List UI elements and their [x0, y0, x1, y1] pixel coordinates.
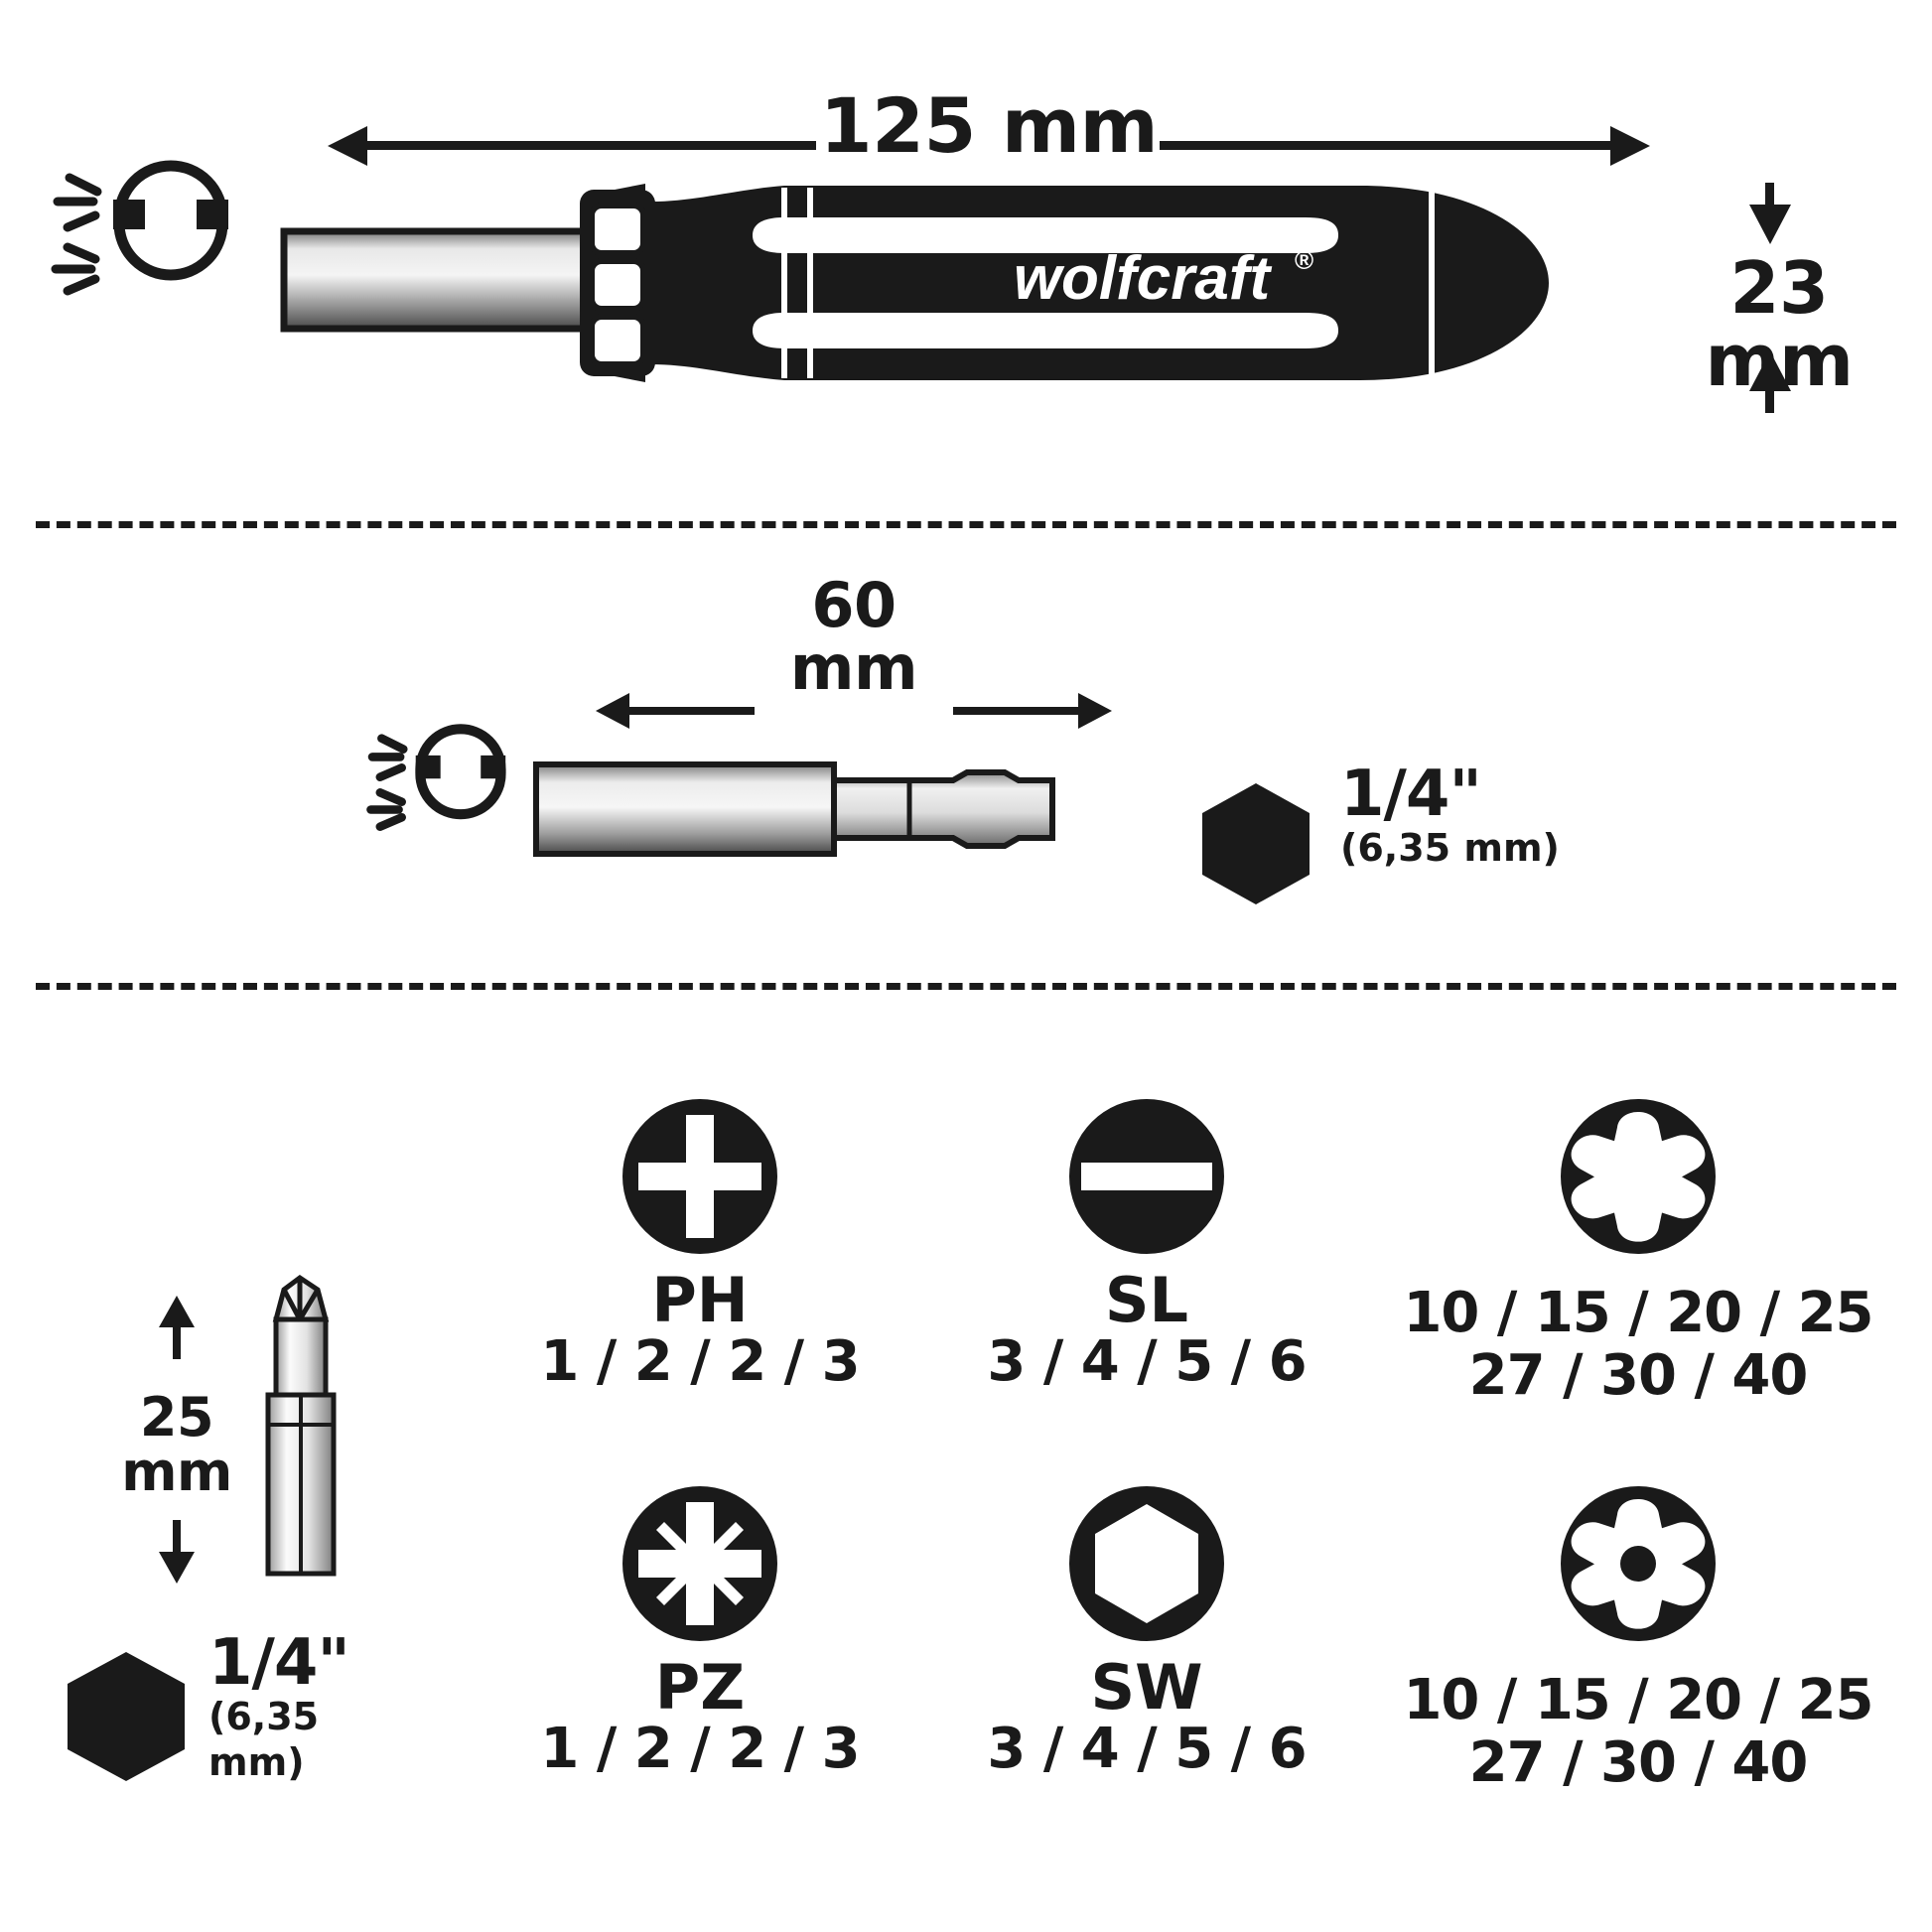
bit-type-pz-name: PZ [654, 1651, 746, 1724]
dimension-height-23 [1650, 149, 1908, 447]
bit-type-pz-sizes: 1 / 2 / 2 / 3 [540, 1717, 860, 1782]
brand-text: wolfcraft [1013, 244, 1271, 313]
bit-spec-column [69, 1256, 407, 1901]
bit-type-ph [486, 1092, 913, 1394]
bit-type-pz [486, 1479, 913, 1781]
dimension-line-bottom [173, 1520, 181, 1556]
hex-socket-bit-icon [933, 1479, 1360, 1648]
bit-type-torx-tamperproof [1380, 1479, 1896, 1794]
dimension-length-125 [328, 81, 1650, 183]
bit-type-torx-sizes-line2: 27 / 30 / 40 [1468, 1342, 1808, 1408]
dimension-height-value [1650, 246, 1908, 403]
pozidriv-bit-icon [486, 1479, 913, 1648]
section-divider-2 [36, 983, 1896, 990]
bit-type-sl-sizes: 3 / 4 / 5 / 6 [987, 1329, 1307, 1395]
bit-type-sw-name: SW [1090, 1651, 1203, 1724]
torx-tamperproof-bit-icon [1380, 1479, 1896, 1648]
dimension-length-60 [596, 569, 1112, 735]
screwdriver-illustration [89, 184, 1638, 442]
hexagon-icon [62, 1648, 191, 1789]
drive-size-value: 1/4" [1340, 758, 1481, 831]
section-bits [0, 1042, 1932, 1932]
dimension-line-right [953, 707, 1082, 715]
bit-type-torx [1380, 1092, 1896, 1407]
hexagon-icon [1196, 779, 1315, 912]
bit-type-torx-tp-sizes-line1: 10 / 15 / 20 / 25 [1403, 1668, 1873, 1732]
dimension-60-value [596, 569, 1112, 705]
section-divider-1 [36, 521, 1896, 528]
dimension-line-left [625, 707, 755, 715]
bit-drive-size-label [208, 1626, 407, 1785]
dimension-25-unit: mm [121, 1441, 232, 1504]
torx-bit-icon [1380, 1092, 1896, 1261]
phillips-bit-icon [486, 1092, 913, 1261]
arrow-down-icon [159, 1552, 195, 1584]
bit-types-grid [467, 1042, 1916, 1932]
dimension-bit-length-25 [97, 1296, 256, 1584]
bit-type-sl-name: SL [1104, 1264, 1189, 1336]
brand-registered-mark: ® [1295, 245, 1314, 275]
dimension-25-number: 25 [139, 1386, 214, 1449]
bit-type-ph-sizes: 1 / 2 / 2 / 3 [540, 1329, 860, 1395]
magnet-icon [56, 166, 228, 291]
arrow-down-icon [1749, 205, 1791, 244]
dimension-line-top [173, 1323, 181, 1359]
dimension-height-number: 23 [1729, 246, 1829, 330]
drive-size-label [1340, 758, 1560, 872]
hex-shank-icon [834, 772, 1052, 846]
dimension-height-unit: mm [1705, 319, 1854, 403]
dimension-length-value: 125 mm [819, 81, 1159, 170]
section-bit-holder [0, 569, 1932, 1042]
section-screwdriver [0, 0, 1932, 586]
screwdriver-bit-icon [238, 1276, 367, 1607]
bit-type-sw-sizes: 3 / 4 / 5 / 6 [987, 1717, 1307, 1782]
dimension-60-number: 60 [811, 569, 897, 641]
bit-type-torx-tp-sizes-line2: 27 / 30 / 40 [1468, 1729, 1808, 1795]
dimension-60-unit: mm [789, 631, 918, 705]
bit-type-sw [933, 1479, 1360, 1781]
bit-type-sl [933, 1092, 1360, 1394]
bit-drive-size-metric: (6,35 mm) [208, 1695, 320, 1784]
ferrule-icon [580, 184, 655, 382]
slotted-bit-icon [933, 1092, 1360, 1261]
bit-drive-size-value: 1/4" [208, 1626, 349, 1700]
bit-type-ph-name: PH [651, 1264, 749, 1336]
handle-icon [651, 186, 1549, 380]
bit-type-torx-sizes-line1: 10 / 15 / 20 / 25 [1403, 1281, 1873, 1345]
drive-size-metric: (6,35 mm) [1340, 826, 1560, 870]
magnet-icon [370, 729, 505, 826]
